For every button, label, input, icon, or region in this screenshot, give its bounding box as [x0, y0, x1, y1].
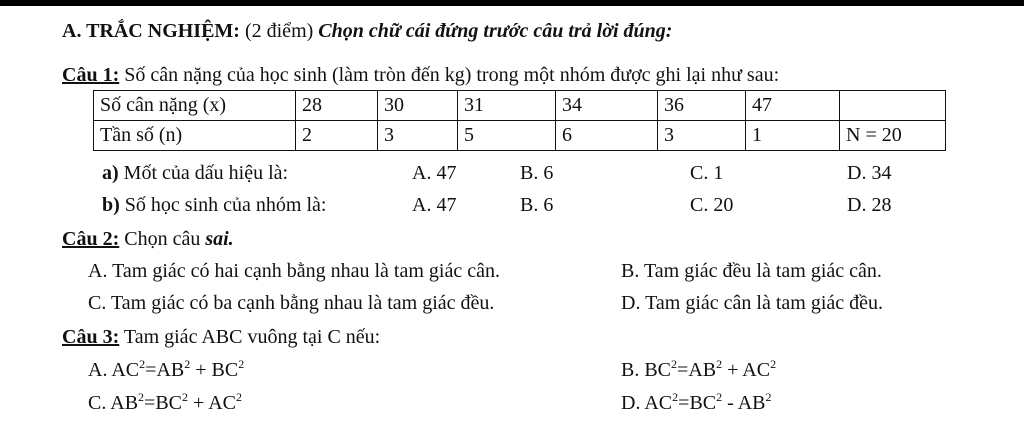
question-3	[62, 325, 380, 349]
q3-option-a[interactable]	[88, 358, 244, 382]
exponent: 2	[716, 390, 723, 404]
q1b-prompt	[102, 193, 326, 217]
q2-option-b[interactable]: B. Tam giác đều là tam giác cân.	[621, 260, 882, 282]
exponent: 2	[671, 357, 678, 371]
question-1-text: Số cân nặng của học sinh (làm tròn đến kg) trong một nhóm được ghi lại như sau:	[124, 64, 780, 86]
q1a-prompt	[102, 161, 288, 185]
term: AC	[208, 392, 236, 414]
q1a-label: a)	[102, 162, 119, 184]
term: AB	[688, 359, 717, 381]
equals-sign: =	[677, 359, 689, 381]
term: AC	[111, 359, 140, 381]
q2-option-a[interactable]: A. Tam giác có hai cạnh bằng nhau là tam giác cân.	[88, 260, 500, 282]
q1b-option-d[interactable]: D. 28	[847, 194, 892, 216]
table-cell: 5	[458, 121, 556, 151]
table-cell: 30	[378, 91, 458, 121]
term: BC	[211, 359, 239, 381]
equals-sign: =	[144, 392, 156, 414]
equals-sign: =	[145, 359, 157, 381]
term: BC	[155, 392, 183, 414]
q3-option-d[interactable]	[621, 391, 772, 415]
question-2-text: Chọn câu	[124, 228, 201, 250]
question-2-emphasis: sai.	[205, 228, 234, 250]
q3-option-c[interactable]	[88, 391, 242, 415]
equals-sign: =	[678, 392, 690, 414]
exponent: 2	[770, 357, 777, 371]
table-cell: 3	[378, 121, 458, 151]
exponent: 2	[238, 357, 245, 371]
question-2-label: Câu 2:	[62, 228, 120, 250]
question-3-text: Tam giác ABC vuông tại C nếu:	[123, 326, 381, 348]
q1b-label: b)	[102, 194, 120, 216]
q2-option-d[interactable]: D. Tam giác cân là tam giác đều.	[621, 292, 884, 314]
option-letter: B.	[621, 359, 640, 381]
table-cell: 36	[658, 91, 746, 121]
table-cell: 47	[746, 91, 840, 121]
q2-option-c[interactable]: C. Tam giác có ba cạnh bằng nhau là tam giác đều.	[88, 292, 495, 314]
table-cell: Số cân nặng (x)	[94, 91, 296, 121]
frequency-table	[93, 90, 946, 151]
term: BC	[689, 392, 717, 414]
exponent: 2	[716, 357, 723, 371]
term: AB	[110, 392, 139, 414]
question-3-label: Câu 3:	[62, 326, 120, 348]
operator: +	[195, 359, 207, 381]
table-cell: 1	[746, 121, 840, 151]
operator: +	[193, 392, 205, 414]
q1a-option-d[interactable]: D. 34	[847, 162, 892, 184]
exponent: 2	[236, 390, 242, 404]
question-2	[62, 227, 234, 251]
term: AC	[644, 392, 673, 414]
top-border	[0, 0, 1024, 6]
term: AB	[156, 359, 185, 381]
question-1-label: Câu 1:	[62, 64, 120, 86]
table-cell: 28	[296, 91, 378, 121]
exponent: 2	[184, 357, 191, 371]
table-cell: 6	[556, 121, 658, 151]
exponent: 2	[672, 390, 679, 404]
q1b-option-c[interactable]: C. 20	[690, 194, 734, 216]
q1b-text: Số học sinh của nhóm là:	[124, 194, 327, 216]
q3-option-b[interactable]	[621, 358, 776, 382]
table-row-frequency	[94, 121, 946, 151]
section-instruction: Chọn chữ cái đứng trước câu trả lời đúng:	[318, 20, 673, 42]
section-label: A. TRẮC NGHIỆM:	[62, 20, 240, 42]
option-letter: C.	[88, 392, 107, 414]
table-cell: 3	[658, 121, 746, 151]
question-1	[62, 63, 779, 87]
table-cell: 31	[458, 91, 556, 121]
q1a-option-a[interactable]: A. 47	[412, 162, 457, 184]
option-letter: A.	[88, 359, 108, 381]
table-cell: Tần số (n)	[94, 121, 296, 151]
table-cell: N = 20	[840, 121, 946, 151]
term: AC	[742, 359, 771, 381]
exponent: 2	[138, 390, 145, 404]
q1b-option-b[interactable]: B. 6	[520, 194, 554, 216]
table-cell: 34	[556, 91, 658, 121]
term: AB	[737, 392, 766, 414]
q1a-option-c[interactable]: C. 1	[690, 162, 724, 184]
section-points: (2 điểm)	[244, 20, 314, 42]
table-cell: 2	[296, 121, 378, 151]
table-row-weight	[94, 91, 946, 121]
exponent: 2	[765, 390, 772, 404]
term: BC	[644, 359, 672, 381]
option-letter: D.	[621, 392, 641, 414]
q1b-option-a[interactable]: A. 47	[412, 194, 457, 216]
operator: -	[727, 392, 734, 414]
section-heading	[62, 19, 672, 43]
operator: +	[727, 359, 739, 381]
table-cell	[840, 91, 946, 121]
q1a-option-b[interactable]: B. 6	[520, 162, 554, 184]
exponent: 2	[139, 357, 146, 371]
exponent: 2	[182, 390, 189, 404]
q1a-text: Mốt của dấu hiệu là:	[123, 162, 289, 184]
